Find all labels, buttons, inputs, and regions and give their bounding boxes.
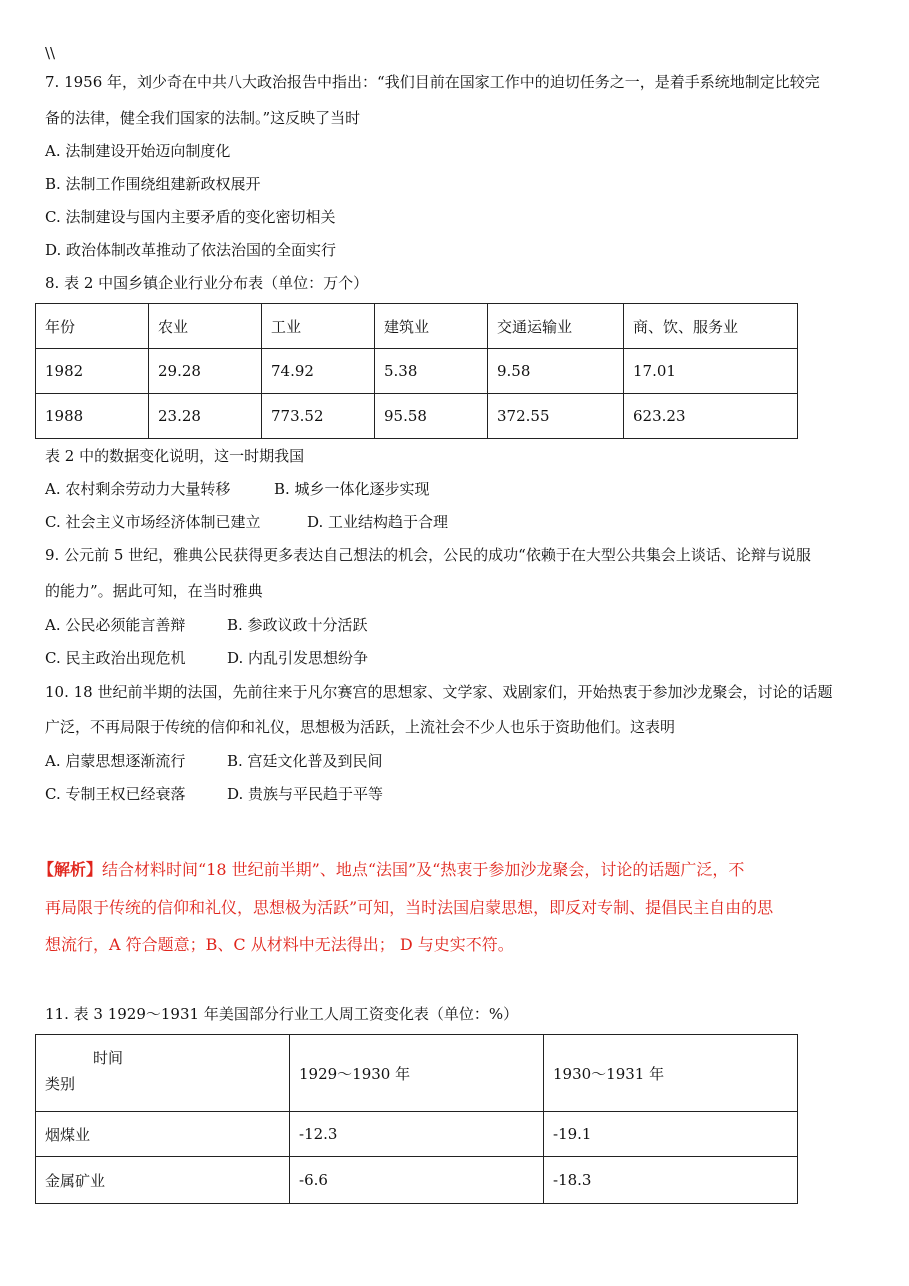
table-3-header-cell: 1929～1930 年 [290,1035,544,1112]
q7-option-b: B. 法制工作围绕组建新政权展开 [45,175,261,193]
q7-option-c: C. 法制建设与国内主要矛盾的变化密切相关 [45,208,336,226]
q8-option-b: B. 城乡一体化逐步实现 [274,480,430,498]
q8-option-a: A. 农村剩余劳动力大量转移 [45,480,231,498]
q7-line2: 备的法律，健全我们国家的法制。”这反映了当时 [45,109,361,127]
table-3-corner-cell [36,1035,290,1112]
table-3 [35,1034,798,1204]
header-mark: \\ [45,44,56,62]
q8-option-d: D. 工业结构趋于合理 [307,513,449,531]
table-2-cell: 29.28 [149,349,262,394]
q10-line2: 广泛，不再局限于传统的信仰和礼仪，思想极为活跃，上流社会不少人也乐于资助他们。这表明 [45,718,676,736]
q10-option-b: B. 宫廷文化普及到民间 [227,752,383,770]
q9-options-row2 [45,648,368,668]
q7-option-d: D. 政治体制改革推动了依法治国的全面实行 [45,241,337,259]
table-2-cell: 9.58 [488,349,624,394]
table-3-corner-category: 类别 [45,1075,76,1093]
table-2-cell: 5.38 [375,349,488,394]
table-2-header-cell: 交通运输业 [488,304,624,349]
table-row [36,394,798,439]
table-2-cell: 17.01 [624,349,798,394]
q7-option-a: A. 法制建设开始迈向制度化 [45,142,231,160]
table-2-header-cell: 工业 [262,304,375,349]
q10-options-row1 [45,751,383,771]
analysis-line2: 再局限于传统的信仰和礼仪，思想极为活跃”可知，当时法国启蒙思想，即反对专制、提倡民主自由的思 [45,898,774,917]
table-2-cell: 95.58 [375,394,488,439]
q8-option-c: C. 社会主义市场经济体制已建立 [45,513,261,531]
q10-option-d: D. 贵族与平民趋于平等 [227,785,384,803]
q7-line1: 7. 1956 年，刘少奇在中共八大政治报告中指出：“我们目前在国家工作中的迫切任务之一，是着手系统地制定比较完 [45,73,820,91]
analysis-text-1: 结合材料时间“18 世纪前半期”、地点“法国”及“热衷于参加沙龙聚会，讨论的话题广泛，不 [102,860,745,879]
q9-options-row1 [45,615,368,635]
table-2-cell: 773.52 [262,394,375,439]
q10-option-a: A. 启蒙思想逐渐流行 [45,752,186,770]
table-2-header-cell: 年份 [36,304,149,349]
table-3-cell: -19.1 [544,1112,798,1157]
analysis-line3: 想流行，A 符合题意；B、C 从材料中无法得出； D 与史实不符。 [45,935,514,954]
table-row [36,349,798,394]
q8-options-row2 [45,512,448,532]
q11-title: 11. 表 3 1929～1931 年美国部分行业工人周工资变化表（单位：%） [45,1005,519,1023]
q9-option-d: D. 内乱引发思想纷争 [227,649,369,667]
table-2-header-cell: 建筑业 [375,304,488,349]
table-3-header-cell: 1930～1931 年 [544,1035,798,1112]
table-2-header-cell: 农业 [149,304,262,349]
q9-option-a: A. 公民必须能言善辩 [45,616,186,634]
table-2 [35,303,798,439]
table-2-cell: 1988 [36,394,149,439]
q8-stem: 表 2 中的数据变化说明，这一时期我国 [45,447,305,465]
analysis-line1 [38,860,744,880]
table-2-header-row [36,304,798,349]
table-3-cell: -6.6 [290,1157,544,1204]
table-3-corner-time: 时间 [93,1049,124,1067]
q9-option-c: C. 民主政治出现危机 [45,649,186,667]
table-2-cell: 1982 [36,349,149,394]
analysis-label: 【解析】 [38,860,103,879]
q9-line2: 的能力”。据此可知，在当时雅典 [45,582,263,600]
table-3-cell: -18.3 [544,1157,798,1204]
table-2-cell: 23.28 [149,394,262,439]
q10-line1: 10. 18 世纪前半期的法国，先前往来于凡尔赛宫的思想家、文学家、戏剧家们，开始热衷于参加沙龙聚会，讨论的话题 [45,683,833,701]
q8-options-row1 [45,479,430,499]
q8-title: 8. 表 2 中国乡镇企业行业分布表（单位：万个） [45,274,369,292]
q10-option-c: C. 专制王权已经衰落 [45,785,186,803]
table-3-cell: -12.3 [290,1112,544,1157]
table-2-cell: 372.55 [488,394,624,439]
q9-option-b: B. 参政议政十分活跃 [227,616,368,634]
table-2-cell: 74.92 [262,349,375,394]
q9-line1: 9. 公元前 5 世纪，雅典公民获得更多表达自己想法的机会，公民的成功“依赖于在大型公共集会上谈话、论辩与说服 [45,546,811,564]
table-2-cell: 623.23 [624,394,798,439]
table-3-header-row [36,1035,798,1112]
q10-options-row2 [45,784,383,804]
table-3-cell: 烟煤业 [36,1112,290,1157]
table-row [36,1157,798,1204]
table-3-cell: 金属矿业 [36,1157,290,1204]
table-row [36,1112,798,1157]
table-2-header-cell: 商、饮、服务业 [624,304,798,349]
